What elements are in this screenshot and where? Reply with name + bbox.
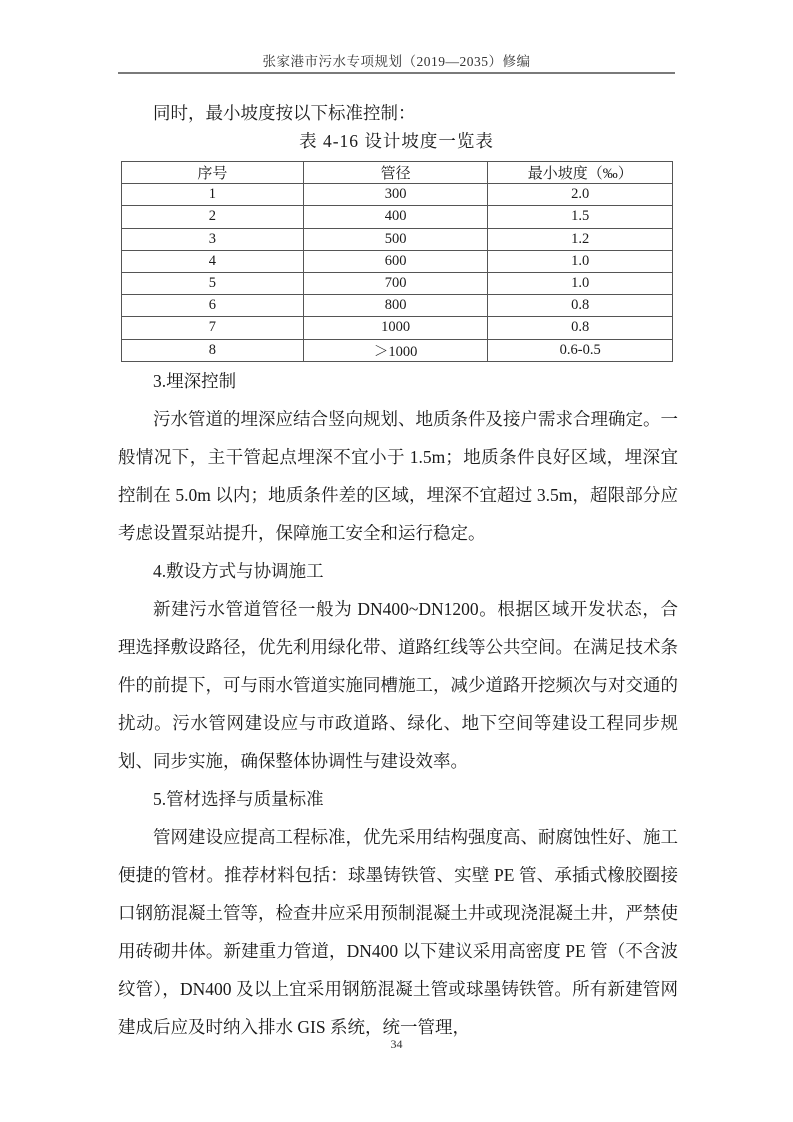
- cell-index: 7: [122, 317, 304, 339]
- cell-index: 8: [122, 339, 304, 361]
- table-row: [122, 317, 673, 339]
- cell-diameter: 500: [303, 228, 488, 250]
- cell-index: 4: [122, 250, 304, 272]
- table-row: [122, 295, 673, 317]
- column-header-min-slope: 最小坡度（‰）: [488, 162, 673, 184]
- cell-min-slope: 0.6-0.5: [488, 339, 673, 361]
- intro-text: 同时，最小坡度按以下标准控制：: [153, 103, 416, 123]
- column-header-diameter: 管径: [303, 162, 488, 184]
- section-body-pipe-material: 管网建设应提高工程标准，优先采用结构强度高、耐腐蚀性好、施工便捷的管材。推荐材料包括：球墨铸铁管、实壁 PE 管、承插式橡胶圈接口钢筋混凝土管等，检查井应采用预制混凝土井或现浇混凝土井，严禁使用砖砌井体。新建重力管道，DN400 以下建议采用高密度 PE 管（不含波纹管），DN400 及以上宜采用钢筋混凝土管或球墨铸铁管。所有新建管网建成后应及时纳入排水 GIS 系统，统一管理，: [118, 827, 678, 1037]
- page-number: 34: [390, 1037, 403, 1051]
- table-row: [122, 272, 673, 294]
- cell-diameter: 300: [303, 184, 488, 206]
- cell-index: 3: [122, 228, 304, 250]
- column-header-index: 序号: [122, 162, 304, 184]
- section-heading-burial-depth: 3.埋深控制: [153, 371, 237, 391]
- section-body-burial-depth: 污水管道的埋深应结合竖向规划、地质条件及接户需求合理确定。一般情况下，主干管起点埋深不宜小于 1.5m；地质条件良好区域，埋深宜控制在 5.0m 以内；地质条件差的区域，埋深不宜超过 3.5m，超限部分应考虑设置泵站提升，保障施工安全和运行稳定。: [118, 409, 678, 543]
- cell-index: 2: [122, 206, 304, 228]
- table-caption: 表 4-16 设计坡度一览表: [299, 131, 494, 151]
- cell-diameter: 1000: [303, 317, 488, 339]
- section-body-laying-method: 新建污水管道管径一般为 DN400~DN1200。根据区域开发状态，合理选择敷设路径，优先利用绿化带、道路红线等公共空间。在满足技术条件的前提下，可与雨水管道实施同槽施工，减少道路开挖频次与对交通的扰动。污水管网建设应与市政道路、绿化、地下空间等建设工程同步规划、同步实施，确保整体协调性与建设效率。: [118, 599, 678, 771]
- cell-min-slope: 1.5: [488, 206, 673, 228]
- running-header: 张家港市污水专项规划（2019—2035）修编: [262, 54, 531, 69]
- cell-min-slope: 1.2: [488, 228, 673, 250]
- table-header-row: [122, 162, 673, 184]
- cell-diameter: 800: [303, 295, 488, 317]
- cell-diameter: ＞1000: [303, 339, 488, 361]
- slope-table: [121, 161, 673, 362]
- cell-diameter: 700: [303, 272, 488, 294]
- table-row: [122, 250, 673, 272]
- cell-diameter: 600: [303, 250, 488, 272]
- cell-min-slope: 0.8: [488, 317, 673, 339]
- table-row: [122, 228, 673, 250]
- table-row: [122, 206, 673, 228]
- cell-index: 1: [122, 184, 304, 206]
- cell-min-slope: 0.8: [488, 295, 673, 317]
- cell-index: 6: [122, 295, 304, 317]
- table-row: [122, 184, 673, 206]
- cell-min-slope: 1.0: [488, 272, 673, 294]
- section-heading-laying-method: 4.敷设方式与协调施工: [153, 561, 324, 581]
- section-heading-pipe-material: 5.管材选择与质量标准: [153, 789, 324, 809]
- header-rule: [118, 72, 675, 74]
- cell-min-slope: 1.0: [488, 250, 673, 272]
- cell-min-slope: 2.0: [488, 184, 673, 206]
- cell-diameter: 400: [303, 206, 488, 228]
- table-row: [122, 339, 673, 361]
- cell-index: 5: [122, 272, 304, 294]
